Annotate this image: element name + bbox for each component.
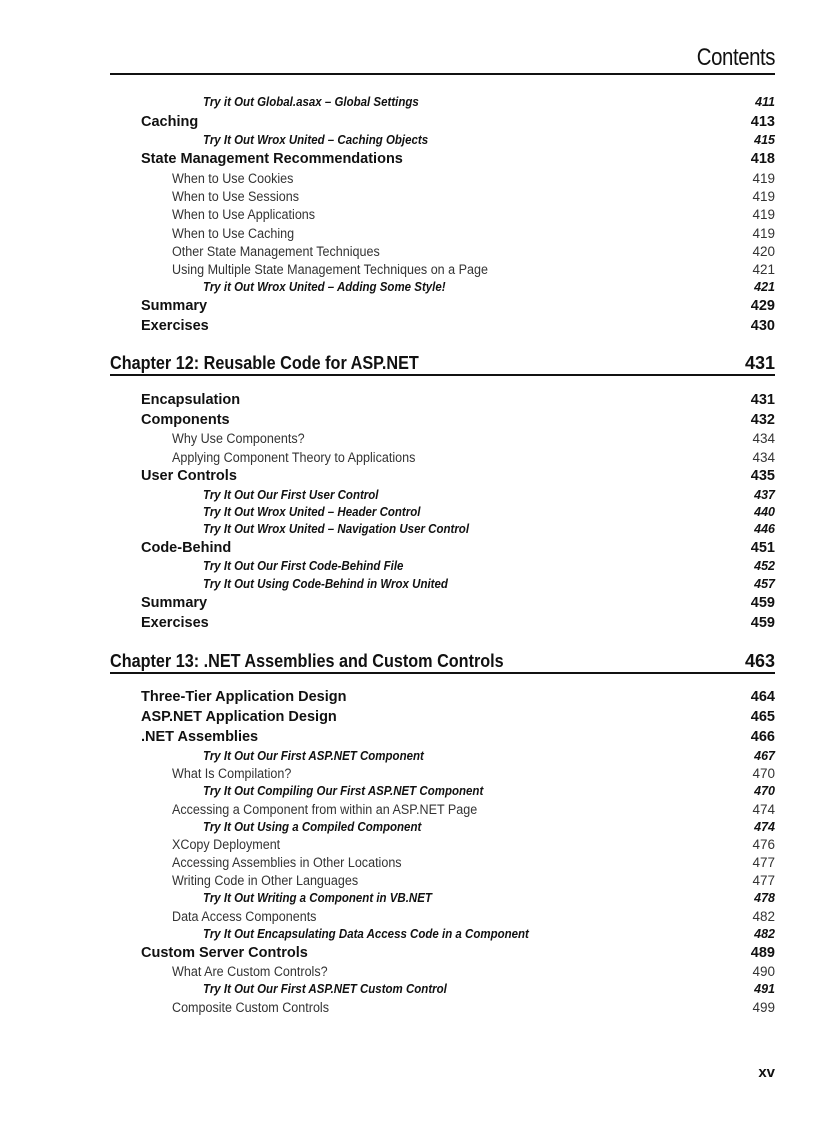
- entry-title: .NET Assemblies: [141, 729, 259, 745]
- entry-page: 411: [755, 95, 775, 109]
- subsection-entry: [0, 802, 816, 822]
- section-entry: [0, 318, 816, 338]
- chapter-underline: [110, 374, 775, 376]
- section-entry: [0, 595, 816, 615]
- entry-title: Accessing a Component from within an ASP.NET Page: [172, 802, 478, 817]
- section-entry: [0, 114, 816, 134]
- section-entry: [0, 468, 816, 488]
- entry-title: Try It Out Encapsulating Data Access Code in a Component: [203, 927, 529, 941]
- entry-title: Applying Component Theory to Applications: [172, 450, 416, 465]
- section-entry: [0, 540, 816, 560]
- entry-title: Exercises: [141, 615, 209, 631]
- entry-page: 474: [754, 820, 775, 834]
- entry-title: Exercises: [141, 318, 209, 334]
- entry-page: 437: [754, 488, 775, 502]
- entry-title: Three-Tier Application Design: [141, 689, 347, 705]
- section-entry: [0, 412, 816, 432]
- entry-page: 466: [750, 729, 775, 745]
- try-it-out-entry: [0, 559, 816, 579]
- entry-page: 490: [752, 964, 775, 979]
- entry-page: 418: [750, 151, 775, 167]
- page-number: xv: [758, 1064, 775, 1081]
- entry-page: 440: [754, 505, 775, 519]
- section-entry: [0, 392, 816, 412]
- entry-title: Encapsulation: [141, 392, 241, 408]
- try-it-out-entry: [0, 133, 816, 153]
- entry-title: ASP.NET Application Design: [141, 709, 337, 725]
- section-entry: [0, 615, 816, 635]
- try-it-out-entry: [0, 891, 816, 911]
- subsection-entry: [0, 450, 816, 470]
- running-header-title: Contents: [696, 44, 775, 71]
- entry-page: 434: [752, 431, 775, 446]
- entry-page: 431: [744, 353, 775, 373]
- entry-page: 476: [752, 837, 775, 852]
- section-entry: [0, 151, 816, 171]
- entry-title: Try It Out Using a Compiled Component: [203, 820, 422, 834]
- entry-title: XCopy Deployment: [172, 837, 281, 852]
- entry-title: Using Multiple State Management Techniques on a Page: [172, 262, 488, 277]
- entry-page: 432: [750, 412, 775, 428]
- entry-page: 489: [750, 945, 775, 961]
- try-it-out-entry: [0, 280, 816, 300]
- entry-page: 419: [752, 207, 775, 222]
- subsection-entry: [0, 909, 816, 929]
- entry-page: 470: [754, 784, 775, 798]
- entry-title: When to Use Caching: [172, 226, 295, 241]
- subsection-entry: [0, 189, 816, 209]
- subsection-entry: [0, 226, 816, 246]
- subsection-entry: [0, 766, 816, 786]
- entry-title: Code-Behind: [141, 540, 232, 556]
- entry-page: 421: [752, 262, 775, 277]
- entry-title: Custom Server Controls: [141, 945, 308, 961]
- subsection-entry: [0, 262, 816, 282]
- entry-title: Try It Out Writing a Component in VB.NET: [203, 891, 432, 905]
- entry-title: Try it Out Wrox United – Adding Some Style!: [203, 280, 446, 294]
- entry-page: 452: [754, 559, 775, 573]
- try-it-out-entry: [0, 784, 816, 804]
- entry-title: Try It Out Using Code-Behind in Wrox United: [203, 577, 448, 591]
- entry-page: 434: [752, 450, 775, 465]
- chapter-entry: [0, 353, 816, 377]
- subsection-entry: [0, 431, 816, 451]
- entry-title: Caching: [141, 114, 199, 130]
- section-entry: [0, 729, 816, 749]
- entry-page: 478: [754, 891, 775, 905]
- entry-title: Try It Out Our First User Control: [203, 488, 379, 502]
- entry-title: What Are Custom Controls?: [172, 964, 328, 979]
- subsection-entry: [0, 1000, 816, 1020]
- entry-page: 464: [750, 689, 775, 705]
- entry-title: Try It Out Our First ASP.NET Component: [203, 749, 424, 763]
- entry-page: 482: [752, 909, 775, 924]
- subsection-entry: [0, 964, 816, 984]
- entry-title: Accessing Assemblies in Other Locations: [172, 855, 402, 870]
- entry-title: What Is Compilation?: [172, 766, 292, 781]
- subsection-entry: [0, 837, 816, 857]
- entry-title: Writing Code in Other Languages: [172, 873, 359, 888]
- entry-page: 499: [752, 1000, 775, 1015]
- entry-page: 421: [754, 280, 775, 294]
- entry-page: 470: [752, 766, 775, 781]
- try-it-out-entry: [0, 95, 816, 115]
- entry-page: 419: [752, 189, 775, 204]
- entry-title: Summary: [141, 595, 208, 611]
- entry-title: User Controls: [141, 468, 237, 484]
- subsection-entry: [0, 244, 816, 264]
- entry-title: Try It Out Our First Code-Behind File: [203, 559, 404, 573]
- section-entry: [0, 298, 816, 318]
- try-it-out-entry: [0, 577, 816, 597]
- subsection-entry: [0, 207, 816, 227]
- entry-title: Data Access Components: [172, 909, 317, 924]
- entry-page: 482: [754, 927, 775, 941]
- entry-title: Composite Custom Controls: [172, 1000, 329, 1015]
- entry-page: 467: [754, 749, 775, 763]
- entry-title: When to Use Cookies: [172, 171, 294, 186]
- entry-page: 413: [750, 114, 775, 130]
- entry-page: 415: [754, 133, 775, 147]
- entry-page: 451: [750, 540, 775, 556]
- entry-page: 459: [750, 595, 775, 611]
- entry-page: 435: [750, 468, 775, 484]
- entry-page: 446: [754, 522, 775, 536]
- entry-page: 431: [750, 392, 775, 408]
- try-it-out-entry: [0, 982, 816, 1002]
- entry-title: Summary: [141, 298, 208, 314]
- entry-title: When to Use Applications: [172, 207, 316, 222]
- entry-page: 419: [752, 171, 775, 186]
- subsection-entry: [0, 171, 816, 191]
- entry-page: 477: [752, 855, 775, 870]
- try-it-out-entry: [0, 927, 816, 947]
- entry-page: 420: [752, 244, 775, 259]
- entry-title: Try it Out Global.asax – Global Settings: [203, 95, 419, 109]
- entry-page: 491: [754, 982, 775, 996]
- entry-title: Other State Management Techniques: [172, 244, 380, 259]
- entry-title: Components: [141, 412, 230, 428]
- subsection-entry: [0, 873, 816, 893]
- entry-page: 419: [752, 226, 775, 241]
- entry-title: Try It Out Wrox United – Header Control: [203, 505, 421, 519]
- chapter-underline: [110, 672, 775, 674]
- try-it-out-entry: [0, 522, 816, 542]
- entry-title: Try It Out Compiling Our First ASP.NET Component: [203, 784, 484, 798]
- entry-title: Try It Out Wrox United – Caching Objects: [203, 133, 429, 147]
- entry-title: When to Use Sessions: [172, 189, 300, 204]
- entry-title: State Management Recommendations: [141, 151, 403, 167]
- entry-page: 457: [754, 577, 775, 591]
- entry-title: Try It Out Wrox United – Navigation User Control: [203, 522, 470, 536]
- entry-page: 459: [750, 615, 775, 631]
- entry-title: Try It Out Our First ASP.NET Custom Control: [203, 982, 447, 996]
- entry-title: Chapter 13: .NET Assemblies and Custom Controls: [110, 651, 504, 671]
- subsection-entry: [0, 855, 816, 875]
- entry-page: 429: [750, 298, 775, 314]
- entry-page: 477: [752, 873, 775, 888]
- chapter-entry: [0, 651, 816, 675]
- entry-page: 474: [752, 802, 775, 817]
- entry-page: 463: [744, 651, 775, 671]
- section-entry: [0, 945, 816, 965]
- entry-page: 430: [750, 318, 775, 334]
- entry-title: Why Use Components?: [172, 431, 305, 446]
- entry-title: Chapter 12: Reusable Code for ASP.NET: [110, 353, 419, 373]
- header-rule: [110, 73, 775, 75]
- entry-page: 465: [750, 709, 775, 725]
- section-entry: [0, 689, 816, 709]
- section-entry: [0, 709, 816, 729]
